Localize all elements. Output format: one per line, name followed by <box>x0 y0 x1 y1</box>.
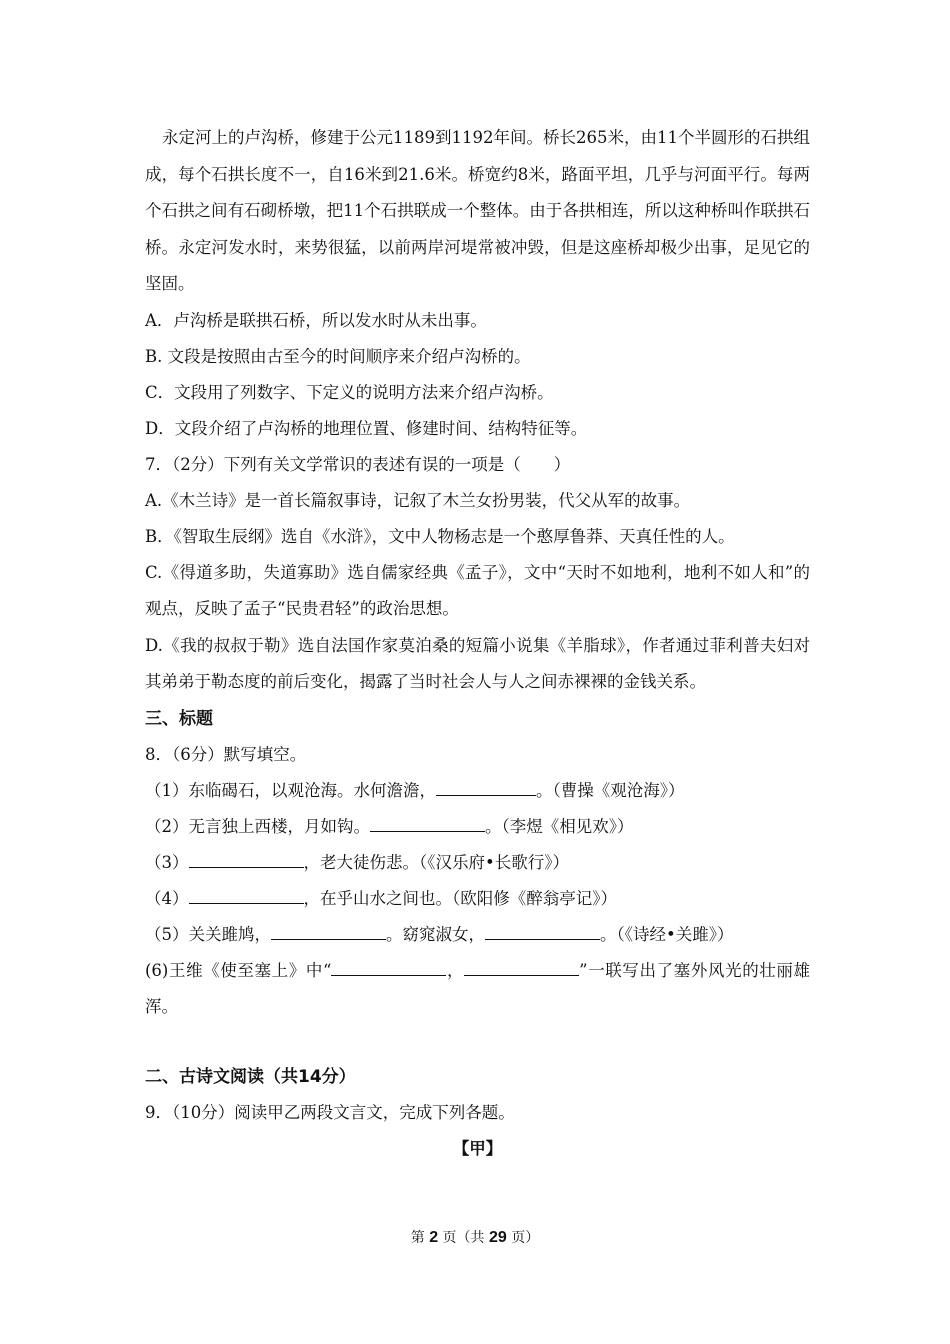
q8-item-1-after: 。（曹操《观沧海》） <box>536 780 685 800</box>
q8-stem: 8．（6分）默写填空。 <box>145 744 307 764</box>
answer-blank[interactable] <box>436 781 536 796</box>
q8-item-6 <box>145 953 810 1025</box>
q7-option-c: C.《得道多助，失道寡助》选自儒家经典《孟子》，文中“天时不如地利，地利不如人和”的观点，反映了孟子“民贵君轻”的政治思想。 <box>145 562 810 618</box>
q8-item-6-before: (6)王维《使至塞上》中“ <box>145 960 332 980</box>
answer-blank[interactable] <box>370 817 485 832</box>
spacer <box>145 1025 810 1059</box>
q8-item-2 <box>145 809 810 845</box>
q8-item-3-after: ，老大徒伤悲。（《汉乐府•长歌行》） <box>303 852 569 872</box>
q6-option-a: A．卢沟桥是联拱石桥，所以发水时从未出事。 <box>145 310 487 330</box>
section-2-title: 二、古诗文阅读（共14分） <box>145 1066 356 1087</box>
q6-option-d: D．文段介绍了卢沟桥的地理位置、修建时间、结构特征等。 <box>145 418 588 438</box>
q8-item-5-middle: 。窈窕淑女， <box>386 924 485 944</box>
answer-blank[interactable] <box>331 961 446 976</box>
q8-item-4-before: （4） <box>145 888 189 908</box>
q8-item-1 <box>145 773 810 809</box>
answer-blank[interactable] <box>189 889 304 904</box>
footer-middle: 页（共 <box>442 1230 485 1246</box>
footer-page-number: 2 <box>429 1229 439 1246</box>
answer-blank[interactable] <box>485 925 600 940</box>
q8-item-2-before: （2）无言独上西楼，月如钩。 <box>145 816 370 836</box>
q7-stem: 7．（2分）下列有关文学常识的表述有误的一项是（ ） <box>145 454 571 474</box>
q8-item-2-after: 。（李煜《相见欢》） <box>485 816 634 836</box>
footer-suffix: 页） <box>511 1230 540 1246</box>
answer-blank[interactable] <box>271 925 386 940</box>
q7-option-a: A.《木兰诗》是一首长篇叙事诗，记叙了木兰女扮男装，代父从军的故事。 <box>145 490 691 510</box>
q8-item-1-before: （1）东临碣石，以观沧海。水何澹澹， <box>145 780 436 800</box>
q9-stem: 9．（10分）阅读甲乙两段文言文，完成下列各题。 <box>145 1102 515 1122</box>
section-3-title: 三、标题 <box>145 708 213 729</box>
q8-item-3 <box>145 845 810 881</box>
footer-prefix: 第 <box>410 1230 425 1246</box>
passage-paragraph: 永定河上的卢沟桥，修建于公元1189到1192年间。桥长265米，由11个半圆形的石拱组成，每个石拱长度不一，自16米到21.6米。桥宽约8米，路面平坦，几乎与河面平行。每两个石拱之间有石砌桥墩，把11个石拱联成一个整体。由于各拱相连，所以这种桥叫作联拱石桥。永定河发水时，来势很猛，以前两岸河堤常被冲毁，但是这座桥却极少出事，足见它的坚固。 <box>145 128 810 293</box>
answer-blank[interactable] <box>464 961 579 976</box>
q8-item-5 <box>145 917 810 953</box>
footer-total-pages: 29 <box>489 1229 507 1246</box>
q8-item-6-middle: ， <box>446 960 465 980</box>
q8-item-4 <box>145 881 810 917</box>
q8-item-5-after: 。（《诗经•关雎》） <box>600 924 734 944</box>
q9-passage-jia-label: 【甲】 <box>452 1138 503 1158</box>
q8-item-3-before: （3） <box>145 852 189 872</box>
q6-option-c: C．文段用了列数字、下定义的说明方法来介绍卢沟桥。 <box>145 382 554 402</box>
q8-item-5-before: （5）关关雎鸠， <box>145 924 271 944</box>
answer-blank[interactable] <box>189 853 304 868</box>
q8-item-6-after: ”一联写出了塞外风光的壮丽雄浑。 <box>145 960 811 1016</box>
page-content <box>145 120 810 1167</box>
q8-item-4-after: ，在乎山水之间也。（欧阳修《醉翁亭记》） <box>303 888 617 908</box>
page-footer <box>0 1228 950 1248</box>
q6-option-b: B. 文段是按照由古至今的时间顺序来介绍卢沟桥的。 <box>145 346 531 366</box>
q7-option-b: B．《智取生辰纲》选自《水浒》，文中人物杨志是一个憨厚鲁莽、天真任性的人。 <box>145 526 735 546</box>
q7-option-d: D.《我的叔叔于勒》选自法国作家莫泊桑的短篇小说集《羊脂球》，作者通过菲利普夫妇对其弟弟于勒态度的前后变化，揭露了当时社会人与人之间赤裸裸的金钱关系。 <box>145 635 810 691</box>
